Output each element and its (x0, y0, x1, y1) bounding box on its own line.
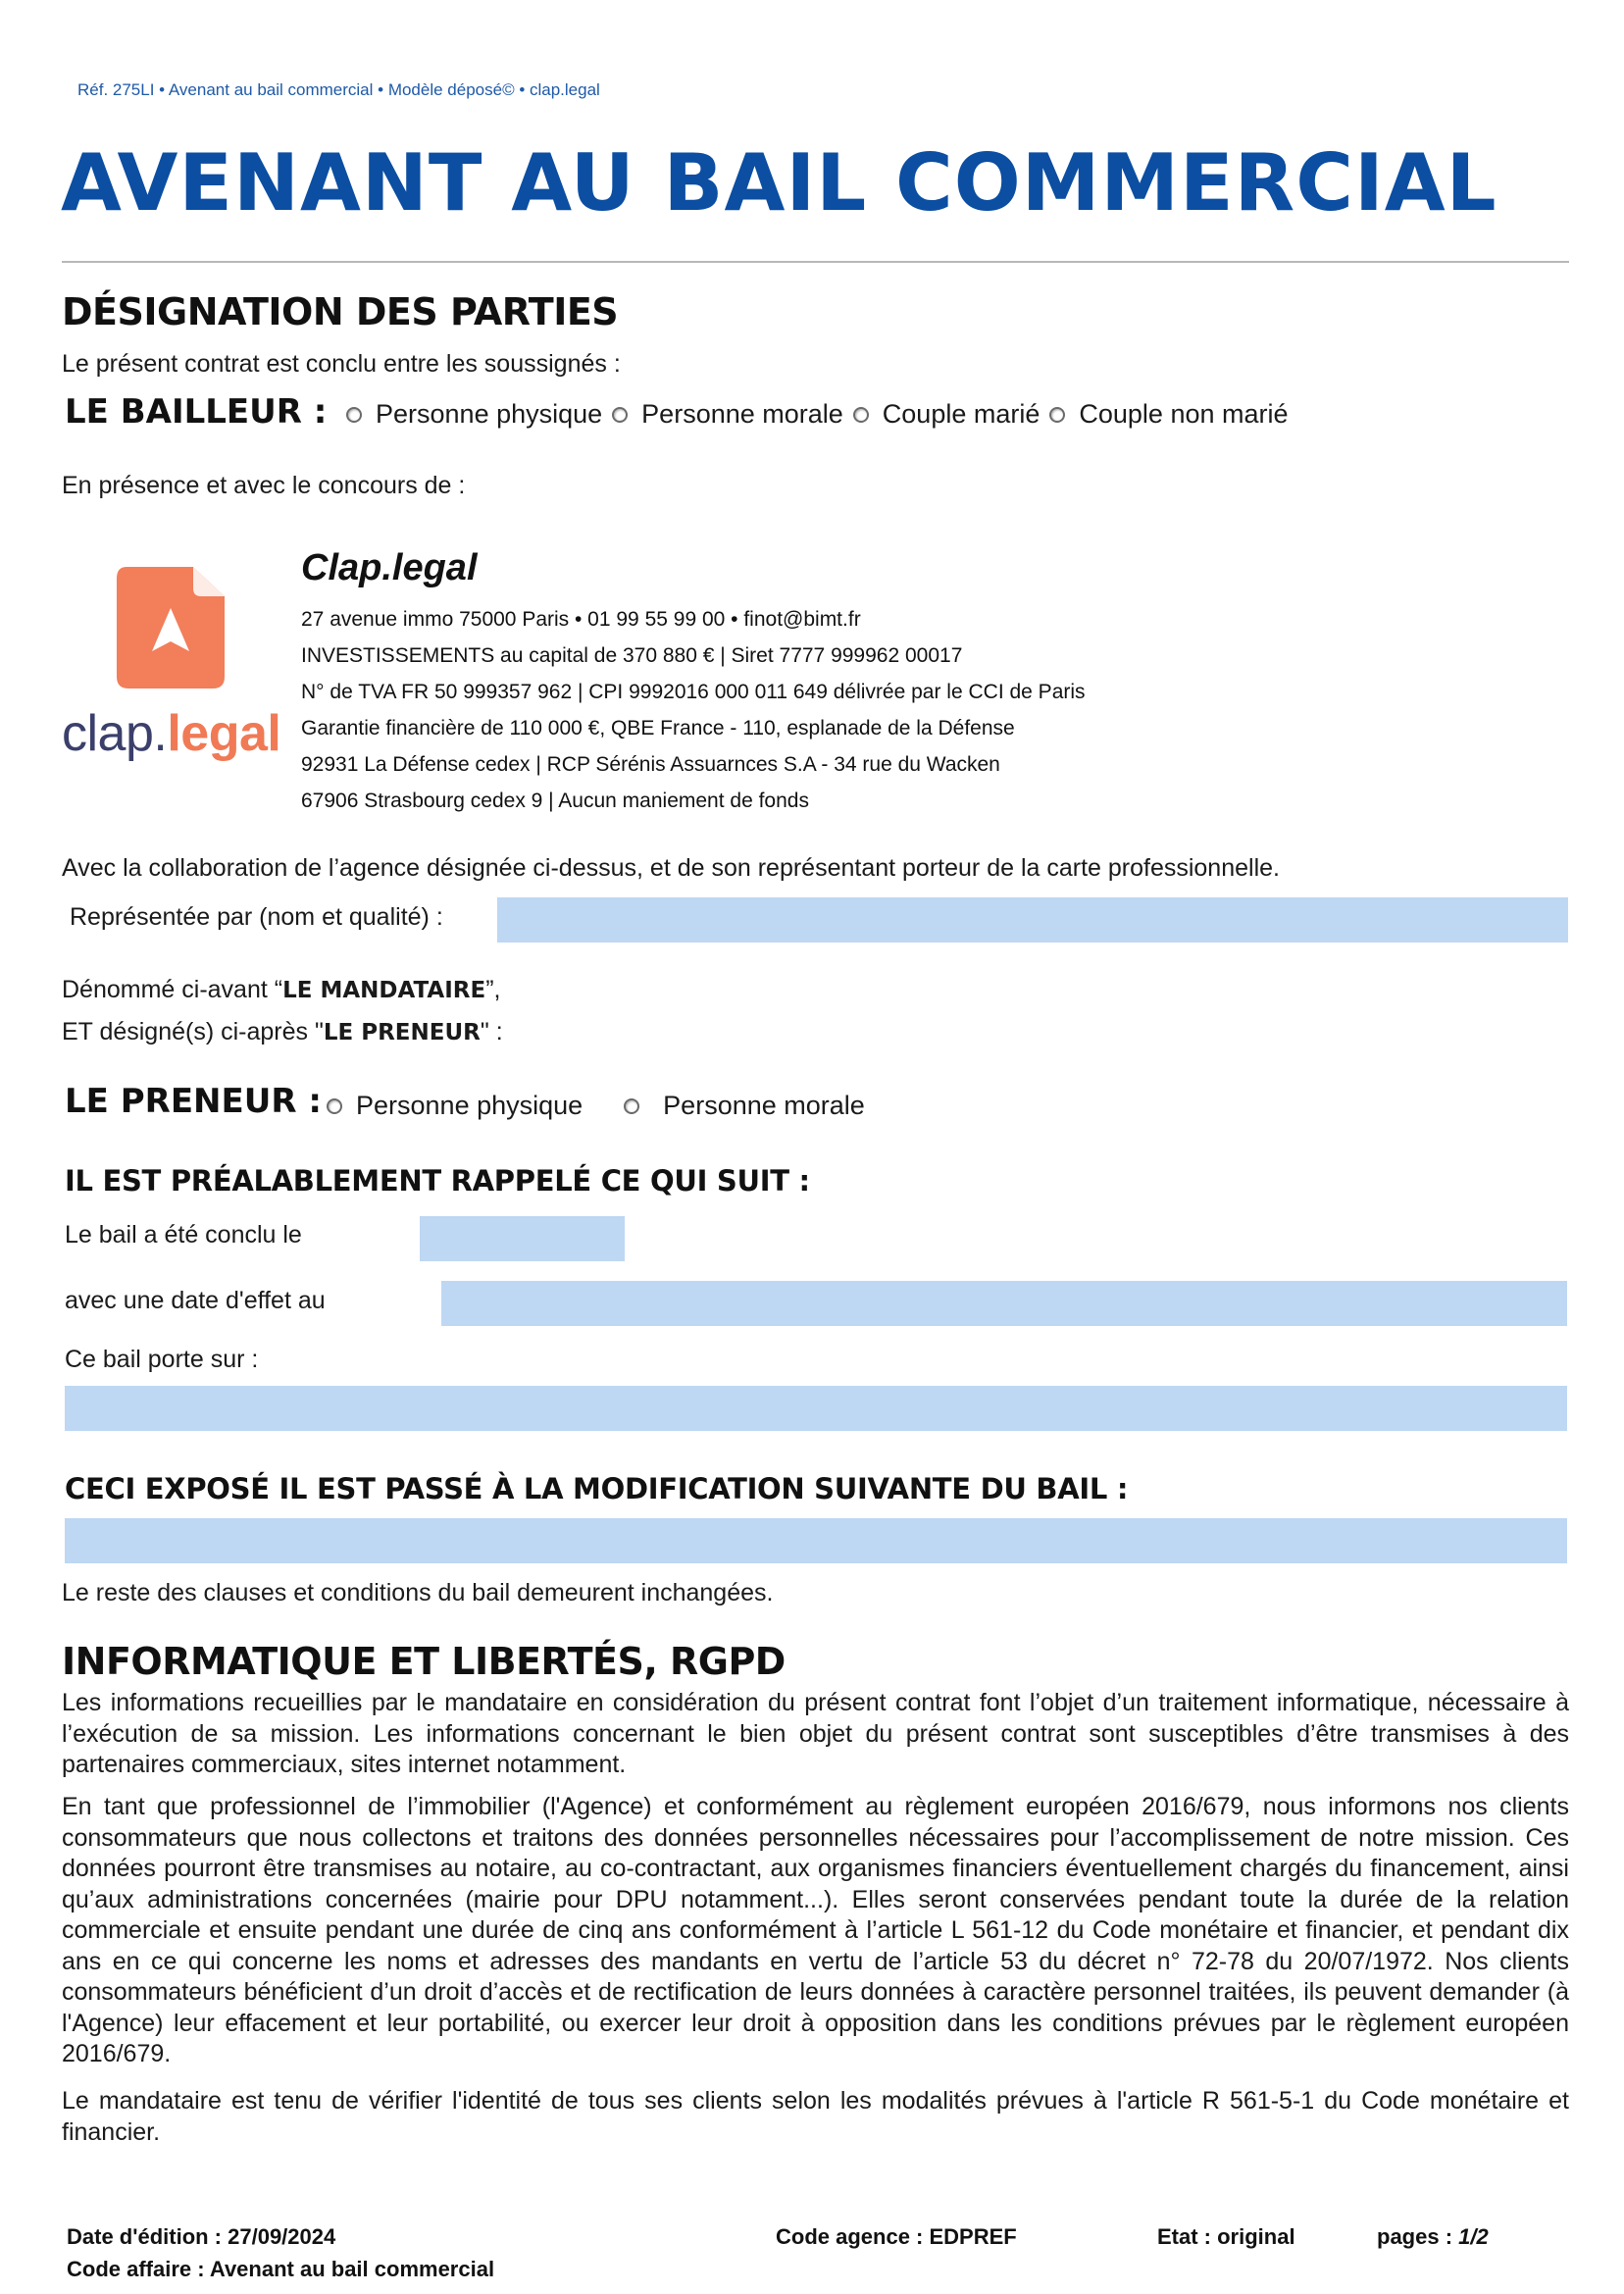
radio-preneur-morale[interactable] (624, 1098, 639, 1114)
footer-edition: Date d'édition : 27/09/2024 (67, 2224, 336, 2249)
preneur-option-physique[interactable]: Personne physique (327, 1091, 583, 1121)
collaboration-text: Avec la collaboration de l’agence désignée ci-dessus, et de son représentant porteur de la carte professionnelle. (62, 854, 1280, 882)
footer-etat: Etat : original (1157, 2224, 1295, 2249)
rgpd-paragraph-2: En tant que professionnel de l’immobilier (l'Agence) et conformément au règlement européen 2016/679, nous informons nos clients consommateurs que nous collectons et traitons des données personnelles nécessaires pour l’accomplissement de notre mission. Ces données pourront être transmises au notaire, au co-contractant, aux organismes financiers éventuellement chargés du financement, ainsi qu’aux administrations concernées (mairie pour DPU notamment...). Elles seront conservées pendant toute la durée de la relation commerciale et ensuite pendant une durée de cinq ans conformément à l’article L 561-12 du Code monétaire et financier, et pendant dix ans en ce qui concerne les noms et adresses des mandants en vertu de l’article 53 du décret n° 72-78 du 20/07/1972. Nos clients consommateurs bénéficient d’un droit d’accès et de rectification de leurs données à caractère personnel traitées, ils peuvent demander (à l'Agence) leur effacement et leur portabilité, ou exercer leur droit à opposition dans les conditions prévues par le règlement européen 2016/679. (62, 1793, 1569, 2067)
logo-wordmark: clap.legal (62, 705, 281, 762)
footer-code-agence: Code agence : EDPREF (776, 2224, 1017, 2249)
footer-code-affaire: Code affaire : Avenant au bail commercial (67, 2257, 495, 2281)
porte-sur-label: Ce bail porte sur : (65, 1346, 259, 1373)
radio-preneur-physique[interactable] (327, 1098, 342, 1114)
bailleur-options (346, 399, 1289, 430)
date-effet-label: avec une date d'effet au (65, 1287, 326, 1314)
bailleur-option-morale[interactable]: Personne morale (612, 399, 843, 430)
agency-line-3: N° de TVA FR 50 999357 962 | CPI 9992016 000 011 649 délivrée par le CCI de Paris (301, 681, 1086, 703)
section-heading-parties: DÉSIGNATION DES PARTIES (62, 290, 619, 333)
radio-couple-marie[interactable] (853, 407, 869, 423)
porte-sur-field[interactable] (65, 1386, 1567, 1431)
designe-text: ET désigné(s) ci-après "LE PRENEUR" : (62, 1018, 503, 1045)
denomme-text: Dénommé ci-avant “LE MANDATAIRE”, (62, 976, 501, 1003)
preneur-options (327, 1091, 865, 1121)
presence-text: En présence et avec le concours de : (62, 472, 466, 499)
bail-conclu-label: Le bail a été conclu le (65, 1221, 302, 1249)
section-heading-modification: CECI EXPOSÉ IL EST PASSÉ À LA MODIFICATION SUIVANTE DU BAIL : (65, 1472, 1129, 1505)
reste-text: Le reste des clauses et conditions du bail demeurent inchangées. (62, 1579, 774, 1606)
radio-morale[interactable] (612, 407, 628, 423)
date-effet-field[interactable] (441, 1281, 1567, 1326)
rgpd-paragraph-1: Les informations recueillies par le mandataire en considération du présent contrat font l’objet d’un traitement informatique, nécessaire à l’exécution de sa mission. Les informations concernant le bien objet du présent contrat sont susceptibles d’être transmises à des partenaires commerciaux, sites internet notamment. (62, 1689, 1569, 1778)
agency-logo (62, 567, 282, 763)
agency-line-2: INVESTISSEMENTS au capital de 370 880 € | Siret 7777 999962 00017 (301, 644, 963, 667)
agency-line-5: 92931 La Défense cedex | RCP Sérénis Assuarnces S.A - 34 rue du Wacken (301, 753, 1000, 776)
radio-physique[interactable] (346, 407, 362, 423)
bailleur-option-couple-non-marie[interactable]: Couple non marié (1049, 399, 1288, 430)
rgpd-paragraph-3: Le mandataire est tenu de vérifier l'identité de tous ses clients selon les modalités prévues à l'article R 561-5-1 du Code monétaire et financier. (62, 2087, 1569, 2146)
bailleur-option-couple-marie[interactable]: Couple marié (853, 399, 1040, 430)
radio-couple-non-marie[interactable] (1049, 407, 1065, 423)
agency-line-1: 27 avenue immo 75000 Paris • 01 99 55 99 00 • finot@bimt.fr (301, 608, 861, 631)
document-logo-icon (117, 567, 225, 688)
represented-label: Représentée par (nom et qualité) : (70, 903, 443, 931)
section-heading-rgpd: INFORMATIQUE ET LIBERTÉS, RGPD (62, 1640, 786, 1683)
modification-field[interactable] (65, 1518, 1567, 1563)
bailleur-label: LE BAILLEUR : (65, 392, 328, 432)
footer-pages: pages : 1/2 (1377, 2224, 1489, 2249)
bailleur-option-physique[interactable]: Personne physique (346, 399, 602, 430)
agency-line-6: 67906 Strasbourg cedex 9 | Aucun maniement de fonds (301, 790, 809, 812)
preneur-option-morale[interactable]: Personne morale (624, 1091, 865, 1121)
document-reference: Réf. 275LI • Avenant au bail commercial • Modèle déposé© • clap.legal (77, 80, 600, 99)
document-title: AVENANT AU BAIL COMMERCIAL (61, 137, 1497, 229)
agency-name: Clap.legal (301, 547, 478, 588)
preneur-label: LE PRENEUR : (65, 1082, 322, 1121)
represented-field[interactable] (497, 897, 1568, 943)
parties-intro: Le présent contrat est conclu entre les soussignés : (62, 350, 621, 378)
bail-conclu-field[interactable] (420, 1216, 625, 1261)
section-heading-rappel: IL EST PRÉALABLEMENT RAPPELÉ CE QUI SUIT : (65, 1164, 810, 1198)
agency-line-4: Garantie financière de 110 000 €, QBE France - 110, esplanade de la Défense (301, 717, 1015, 739)
title-divider (62, 261, 1569, 263)
